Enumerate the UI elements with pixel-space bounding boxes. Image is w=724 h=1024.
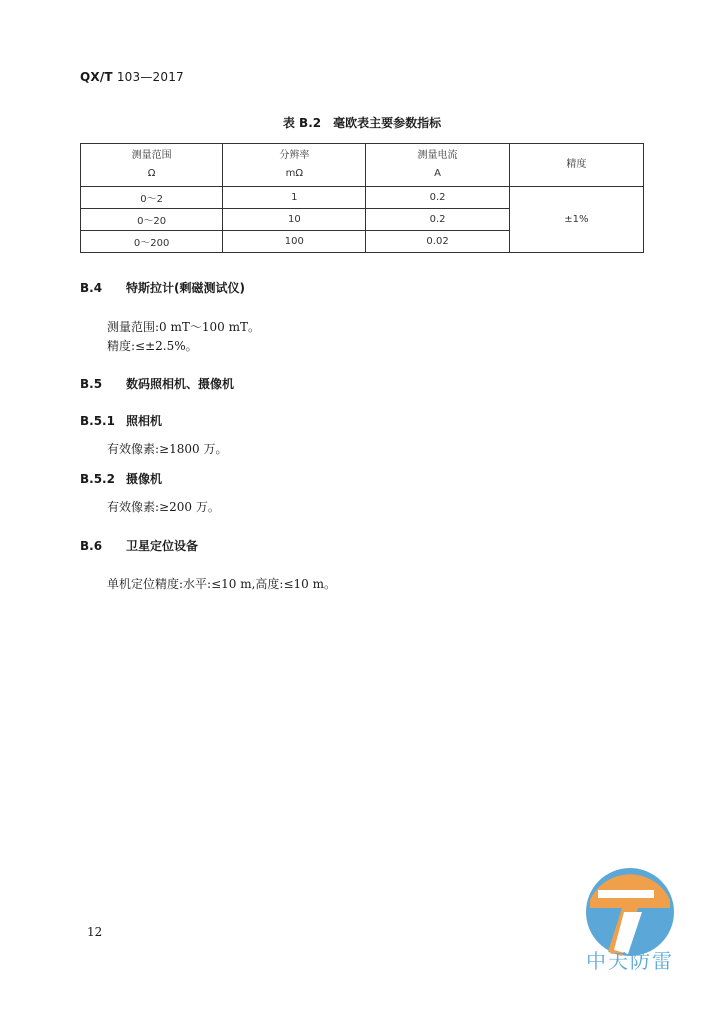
header-cell-accuracy: 精度 xyxy=(509,144,643,187)
table-cell: 0.2 xyxy=(366,209,509,231)
body-text-line: 有效像素:≥200 万。 xyxy=(107,500,220,514)
page-number: 12 xyxy=(87,925,103,939)
document-header xyxy=(80,70,184,84)
table-header-row xyxy=(81,144,644,187)
table-cell: 10 xyxy=(223,209,366,231)
section-heading-b6: B.6 卫星定位设备 xyxy=(80,539,199,553)
header-cell-resolution: 分辨率 mΩ xyxy=(223,144,366,187)
table-cell: 1 xyxy=(223,187,366,209)
table-cell: 0.02 xyxy=(366,231,509,253)
body-text-line: 精度:≤±2.5%。 xyxy=(107,339,198,353)
watermark-text: 中天防雷 xyxy=(586,949,674,973)
section-heading-b5-2: B.5.2 摄像机 xyxy=(80,472,163,486)
body-text-line: 单机定位精度:水平:≤10 m,高度:≤10 m。 xyxy=(107,577,336,591)
table-cell: 100 xyxy=(223,231,366,253)
table-cell: 0～200 xyxy=(81,231,223,253)
table-cell: 0～20 xyxy=(81,209,223,231)
section-heading-b5: B.5 数码照相机、摄像机 xyxy=(80,377,235,391)
section-heading-b4: B.4 特斯拉计(剩磁测试仪) xyxy=(80,281,245,295)
standard-code: QX/T xyxy=(80,70,113,84)
section-heading-b5-1: B.5.1 照相机 xyxy=(80,414,163,428)
accuracy-cell: ±1% xyxy=(509,187,643,253)
table-cell: 0～2 xyxy=(81,187,223,209)
body-text-line: 有效像素:≥1800 万。 xyxy=(107,442,228,456)
table-cell: 0.2 xyxy=(366,187,509,209)
header-cell-current: 测量电流 A xyxy=(366,144,509,187)
body-text-line: 测量范围:0 mT～100 mT。 xyxy=(107,320,260,334)
milliohm-meter-spec-table xyxy=(80,143,644,253)
standard-number: 103—2017 xyxy=(116,70,184,84)
table-title: 表 B.2 毫欧表主要参数指标 xyxy=(282,116,442,130)
header-cell-range: 测量范围 Ω xyxy=(81,144,223,187)
table-row xyxy=(81,187,644,209)
